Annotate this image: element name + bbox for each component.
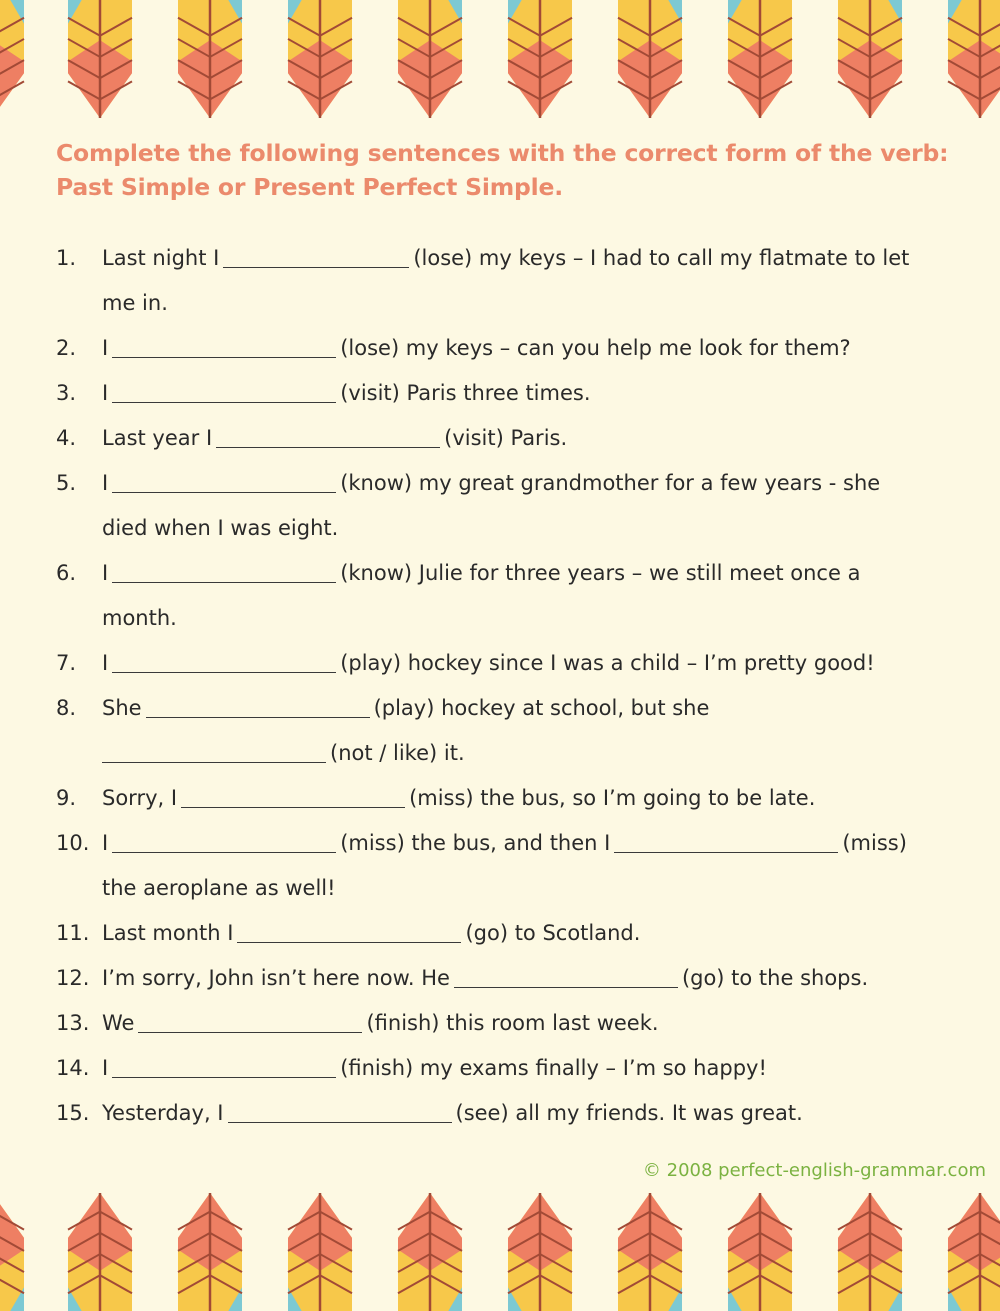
item-text: (miss) the bus, so I’m going to be late. <box>409 786 816 810</box>
answer-blank[interactable] <box>614 851 838 853</box>
item-text: the aeroplane as well! <box>102 876 336 900</box>
answer-blank[interactable] <box>181 806 405 808</box>
answer-blank[interactable] <box>228 1121 452 1123</box>
list-item <box>56 1091 956 1136</box>
feather-icon <box>618 0 682 118</box>
item-text: (go) to the shops. <box>681 966 869 990</box>
list-item <box>56 911 956 956</box>
list-item <box>56 461 956 506</box>
feather-icon <box>178 1193 242 1311</box>
feather-icon <box>68 1193 132 1311</box>
item-number: 10. <box>56 831 90 855</box>
answer-blank[interactable] <box>102 761 326 763</box>
list-item <box>56 1001 956 1046</box>
item-text: I <box>102 336 109 360</box>
item-text: died when I was eight. <box>102 516 339 540</box>
feather-icon <box>618 1193 682 1311</box>
list-item <box>56 416 956 461</box>
feather-icon <box>288 1193 352 1311</box>
item-text: (not / like) it. <box>330 741 465 765</box>
item-text: Sorry, I <box>102 786 178 810</box>
feather-icon <box>728 1193 792 1311</box>
item-number: 4. <box>56 426 77 450</box>
item-number: 9. <box>56 786 77 810</box>
item-text: (visit) Paris. <box>444 426 568 450</box>
feather-icon <box>948 0 1000 118</box>
item-text: (know) my great grandmother for a few years - she <box>340 471 881 495</box>
item-text: Last night I <box>102 246 220 270</box>
feather-icon <box>178 0 242 118</box>
list-item <box>56 551 956 596</box>
list-item-continuation <box>56 281 956 326</box>
feather-icon <box>398 0 462 118</box>
instructions-line-2: Past Simple or Present Perfect Simple. <box>56 173 563 201</box>
answer-blank[interactable] <box>138 1031 362 1033</box>
item-text: (lose) my keys – I had to call my flatmate to let <box>413 246 910 270</box>
list-item <box>56 776 956 821</box>
item-text: She <box>102 696 142 720</box>
item-text: Yesterday, I <box>102 1101 224 1125</box>
list-item <box>56 1046 956 1091</box>
item-text: I’m sorry, John isn’t here now. He <box>102 966 450 990</box>
item-number: 15. <box>56 1101 90 1125</box>
item-text: I <box>102 381 109 405</box>
item-number: 11. <box>56 921 90 945</box>
list-item <box>56 236 956 281</box>
instructions-line-1: Complete the following sentences with the correct form of the verb: <box>56 139 949 167</box>
item-text: (finish) my exams finally – I’m so happy! <box>340 1056 767 1080</box>
item-text: (miss) <box>842 831 907 855</box>
list-item <box>56 371 956 416</box>
feather-icon <box>0 1193 24 1311</box>
item-text: Last month I <box>102 921 234 945</box>
list-item <box>56 326 956 371</box>
answer-blank[interactable] <box>454 986 678 988</box>
item-text: (play) hockey since I was a child – I’m pretty good! <box>340 651 875 675</box>
list-item <box>56 956 956 1001</box>
item-number: 14. <box>56 1056 90 1080</box>
item-text: (know) Julie for three years – we still meet once a <box>340 561 861 585</box>
feather-icon <box>838 1193 902 1311</box>
feather-icon <box>398 1193 462 1311</box>
item-text: month. <box>102 606 177 630</box>
item-text: (play) hockey at school, but she <box>373 696 710 720</box>
item-number: 5. <box>56 471 77 495</box>
list-item-continuation <box>56 506 956 551</box>
item-text: (see) all my friends. It was great. <box>455 1101 803 1125</box>
item-text: (miss) the bus, and then I <box>340 831 611 855</box>
answer-blank[interactable] <box>112 581 336 583</box>
item-number: 13. <box>56 1011 90 1035</box>
answer-blank[interactable] <box>112 851 336 853</box>
feather-icon <box>288 0 352 118</box>
top-feather-border <box>0 0 1000 120</box>
item-number: 6. <box>56 561 77 585</box>
feather-icon <box>838 0 902 118</box>
instructions <box>56 136 956 204</box>
feather-icon <box>68 0 132 118</box>
answer-blank[interactable] <box>112 1076 336 1078</box>
item-number: 1. <box>56 246 77 270</box>
answer-blank[interactable] <box>112 671 336 673</box>
feather-icon <box>508 0 572 118</box>
item-text: (go) to Scotland. <box>465 921 641 945</box>
answer-blank[interactable] <box>223 266 409 268</box>
item-text: I <box>102 651 109 675</box>
item-text: I <box>102 1056 109 1080</box>
list-item-continuation <box>56 866 956 911</box>
list-item <box>56 686 956 731</box>
answer-blank[interactable] <box>216 446 440 448</box>
item-number: 8. <box>56 696 77 720</box>
item-text: Last year I <box>102 426 213 450</box>
feather-icon <box>508 1193 572 1311</box>
answer-blank[interactable] <box>112 356 336 358</box>
list-item-continuation <box>56 731 956 776</box>
answer-blank[interactable] <box>146 716 370 718</box>
item-number: 2. <box>56 336 77 360</box>
copyright-notice: © 2008 perfect-english-grammar.com <box>642 1160 986 1181</box>
answer-blank[interactable] <box>237 941 461 943</box>
item-text: (lose) my keys – can you help me look for them? <box>340 336 851 360</box>
item-text: me in. <box>102 291 168 315</box>
list-item <box>56 821 956 866</box>
answer-blank[interactable] <box>112 491 336 493</box>
exercise-list <box>56 236 956 1136</box>
bottom-feather-border <box>0 1191 1000 1311</box>
item-number: 12. <box>56 966 90 990</box>
feather-icon <box>0 0 24 118</box>
item-text: I <box>102 831 109 855</box>
list-item <box>56 641 956 686</box>
item-text: (visit) Paris three times. <box>340 381 591 405</box>
item-number: 7. <box>56 651 77 675</box>
list-item-continuation <box>56 596 956 641</box>
feather-icon <box>728 0 792 118</box>
item-text: We <box>102 1011 135 1035</box>
answer-blank[interactable] <box>112 401 336 403</box>
item-number: 3. <box>56 381 77 405</box>
feather-icon <box>948 1193 1000 1311</box>
item-text: I <box>102 471 109 495</box>
item-text: I <box>102 561 109 585</box>
item-text: (finish) this room last week. <box>366 1011 659 1035</box>
